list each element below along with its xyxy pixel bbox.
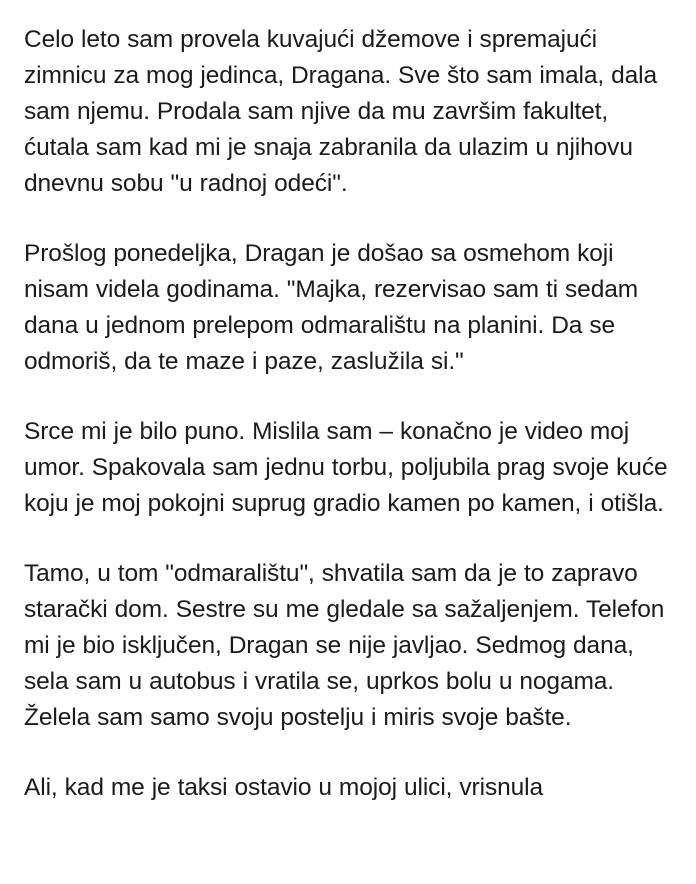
story-paragraph-4: Tamo, u tom "odmaralištu", shvatila sam da je to zapravo starački dom. Sestre su me gledale sa sažaljenjem. Telefon mi je bio isključen, Dragan se nije javljao. Sedmog dana, sela sam u autobus i vratila se, uprkos bolu u nogama. Želela sam samo svoju postelju i miris svoje bašte. (24, 560, 672, 731)
story-paragraph-1: Celo leto sam provela kuvajući džemove i spremajući zimnicu za mog jedinca, Dragana. Sve što sam imala, dala sam njemu. Prodala sam njive da mu završim fakultet, ćutala sam kad mi je snaja zabranila da ulazim u njihovu dnevnu sobu "u radnoj odeći". (24, 26, 665, 197)
story-text-body (24, 22, 675, 806)
story-paragraph-2: Prošlog ponedeljka, Dragan je došao sa osmehom koji nisam videla godinama. "Majka, rezervisao sam ti sedam dana u jednom prelepom odmaralištu na planini. Da se odmoriš, da te maze i paze, zaslužila si." (24, 240, 646, 375)
story-paragraph-5: Ali, kad me je taksi ostavio u mojoj ulici, vrisnula (24, 774, 544, 801)
story-paragraph-3: Srce mi je bilo puno. Mislila sam – konačno je video moj umor. Spakovala sam jednu torbu, poljubila prag svoje kuće koju je moj pokojni suprug gradio kamen po kamen, i otišla. (24, 418, 675, 517)
